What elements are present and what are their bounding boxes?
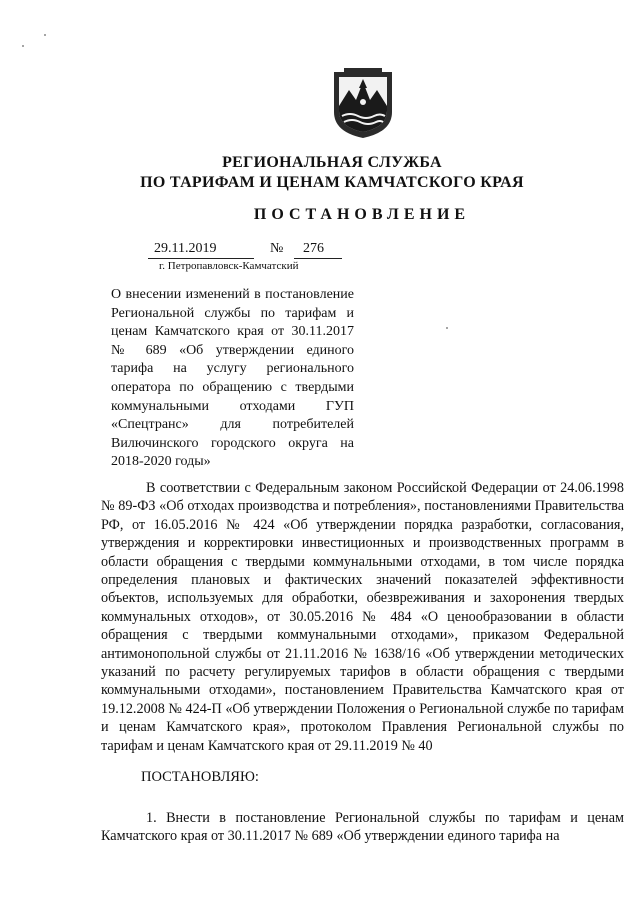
number-underline [294,258,342,259]
document-date: 29.11.2019 [154,241,217,256]
document-title: О внесении изменений в постановление Региональной службы по тарифам и ценам Камчатского края от 30.11.2017 № 689 «Об утверждении единого тарифа на услугу регионального оператора по обращению с твердыми коммунальными отходами ГУП «Спецтранс» для потребителей Вилючинского городского округа на 2018-2020 годы» [111,287,354,470]
preamble-paragraph: В соответствии с Федеральным законом Российской Федерации от 24.06.1998 № 89-ФЗ «Об отходах производства и потребления», постановлениями Правительства РФ, от 16.05.2016 № 424 «Об утверждении порядка разработки, согласования, утверждения и корректировки инвестиционных и производственных программ в области обращения с твердыми коммунальными отходами, в том числе порядка определения плановых и фактических значений показателей эффективности объектов, используемых для обработки, обезвреживания и захоронения твердых коммунальных отходов», от 30.05.2016 № 484 «О ценообразовании в области обращения с твердыми коммунальными отходами», приказом Федеральной антимонопольной службы от 21.11.2016 № 1638/16 «Об утверждении методических указаний по расчету регулируемых тарифов в области обращения с твердыми коммунальными отходами», постановлением Правительства Камчатского края от 19.12.2008 № 424-П «Об утверждении Положения о Региональной службе по тарифам и ценам Камчатского края», протоколом Правления Региональной службы по тарифам и ценам Камчатского края от 29.11.2019 № 40 [101,480,624,754]
scan-speck [22,45,24,47]
date-underline [148,258,254,259]
scan-speck [446,327,448,329]
document-type: ПОСТАНОВЛЕНИЕ [253,206,471,223]
org-name-line1: РЕГИОНАЛЬНАЯ СЛУЖБА [222,154,442,171]
kamchatka-coat-of-arms-icon [330,68,396,140]
org-name-line2: ПО ТАРИФАМ И ЦЕНАМ КАМЧАТСКОГО КРАЯ [140,174,524,191]
decree-word: ПОСТАНОВЛЯЮ: [141,769,259,785]
document-number: 276 [303,241,324,256]
scan-speck [44,34,46,36]
document-city: г. Петропавловск-Камчатский [159,260,299,272]
number-sign: № [270,241,284,256]
item-1-paragraph: 1. Внести в постановление Региональной службы по тарифам и ценам Камчатского края от 30.11.2017 № 689 «Об утверждении единого тарифа на [101,810,624,845]
